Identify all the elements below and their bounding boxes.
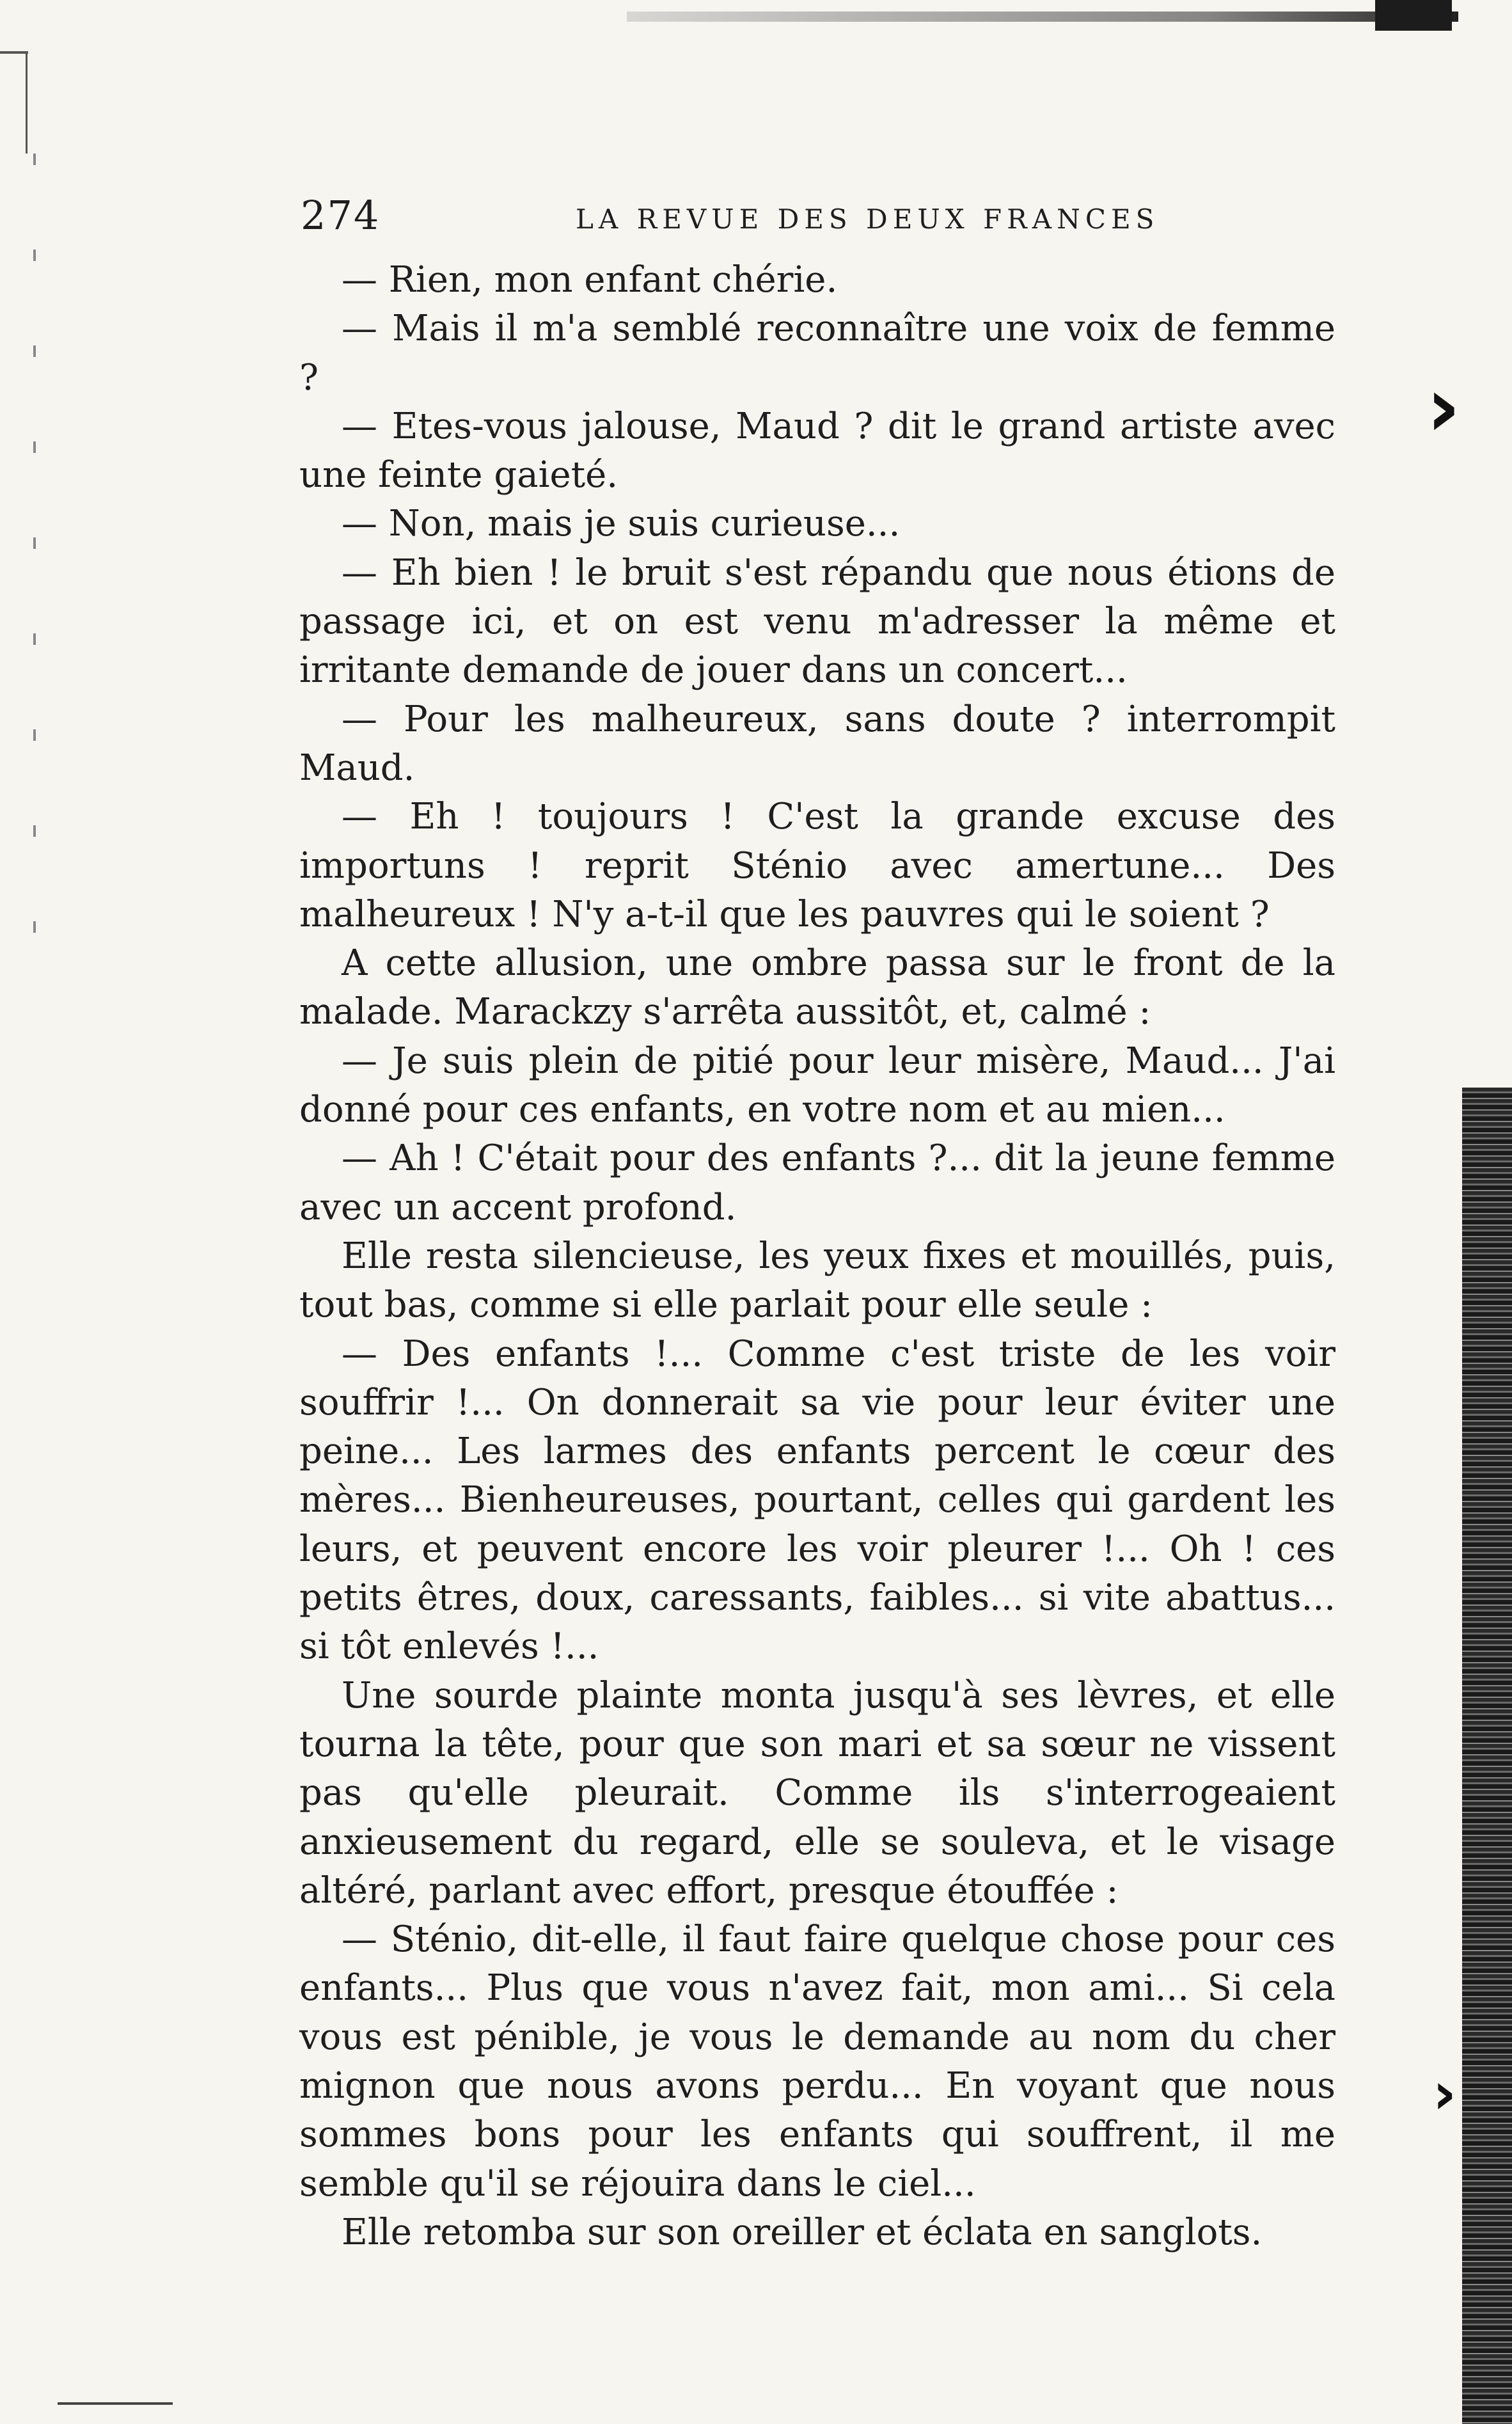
- page-number: 274: [301, 192, 381, 239]
- paragraph: — Etes-vous jalouse, Maud ? dit le grand artiste avec une feinte gaieté.: [299, 405, 1335, 496]
- scan-gutter-dots: [33, 154, 36, 985]
- paragraph: — Non, mais je suis curieuse...: [342, 503, 901, 545]
- paragraph: — Je suis plein de pitié pour leur misère, Maud... J'ai donné pour ces enfants, en votre nom et au mien...: [299, 1040, 1335, 1131]
- paragraph: — Des enfants !... Comme c'est triste de les voir souffrir !... On donnerait sa vie pour leur éviter une peine... Les larmes des enfants percent le cœur des mères... Bienheureuses, pourtant, celles qui gardent les leurs, et peuvent encore les voir pleurer !... Oh ! ces petits êtres, doux, caressants, faibles... si vite abattus... si tôt enlevés !...: [299, 1333, 1335, 1668]
- margin-mark-bottom: ›: [1433, 2060, 1457, 2127]
- scan-edge-block: [1375, 0, 1452, 31]
- body-text: [299, 256, 1335, 2257]
- running-title: LA REVUE DES DEUX FRANCES: [576, 203, 1160, 235]
- margin-mark-top: ›: [1426, 358, 1461, 455]
- paragraph: A cette allusion, une ombre passa sur le front de la malade. Marackzy s'arrêta aussitôt, et, calmé :: [299, 942, 1335, 1033]
- paragraph: — Pour les malheureux, sans doute ? interrompit Maud.: [299, 698, 1335, 789]
- paragraph: Elle retomba sur son oreiller et éclata en sanglots.: [342, 2211, 1263, 2253]
- scan-edge-left-tick: [0, 51, 28, 54]
- scan-edge-bottom: [58, 2402, 173, 2405]
- scan-edge-left: [26, 51, 28, 154]
- scan-edge-top: [627, 12, 1458, 22]
- paragraph: Une sourde plainte monta jusqu'à ses lèvres, et elle tourna la tête, pour que son mari et sa sœur ne vissent pas qu'elle pleurait. Comme ils s'interrogeaient anxieusement du regard, elle se souleva, et le visage altéré, parlant avec effort, presque étouffée :: [299, 1674, 1335, 1912]
- paragraph: Elle resta silencieuse, les yeux fixes et mouillés, puis, tout bas, comme si elle parlait pour elle seule :: [299, 1235, 1335, 1326]
- paragraph: — Ah ! C'était pour des enfants ?... dit la jeune femme avec un accent profond.: [299, 1137, 1335, 1228]
- paragraph: — Sténio, dit-elle, il faut faire quelque chose pour ces enfants... Plus que vous n'avez fait, mon ami... Si cela vous est pénible, je vous le demande au nom du cher mignon que nous avons perdu... En voyant que nous sommes bons pour les enfants qui souffrent, il me semble qu'il se réjouira dans le ciel...: [299, 1919, 1335, 2205]
- paragraph: — Mais il m'a semblé reconnaître une voix de femme ?: [299, 308, 1335, 399]
- page-header: [301, 192, 1337, 250]
- paragraph: — Eh ! toujours ! C'est la grande excuse des importuns ! reprit Sténio avec amertune... Des malheureux ! N'y a-t-il que les pauvres qui le soient ?: [299, 796, 1335, 935]
- scan-edge-right: [1462, 1088, 1512, 2424]
- paragraph: — Rien, mon enfant chérie.: [342, 259, 838, 301]
- paragraph: — Eh bien ! le bruit s'est répandu que nous étions de passage ici, et on est venu m'adresser la même et irritante demande de jouer dans un concert...: [299, 551, 1335, 692]
